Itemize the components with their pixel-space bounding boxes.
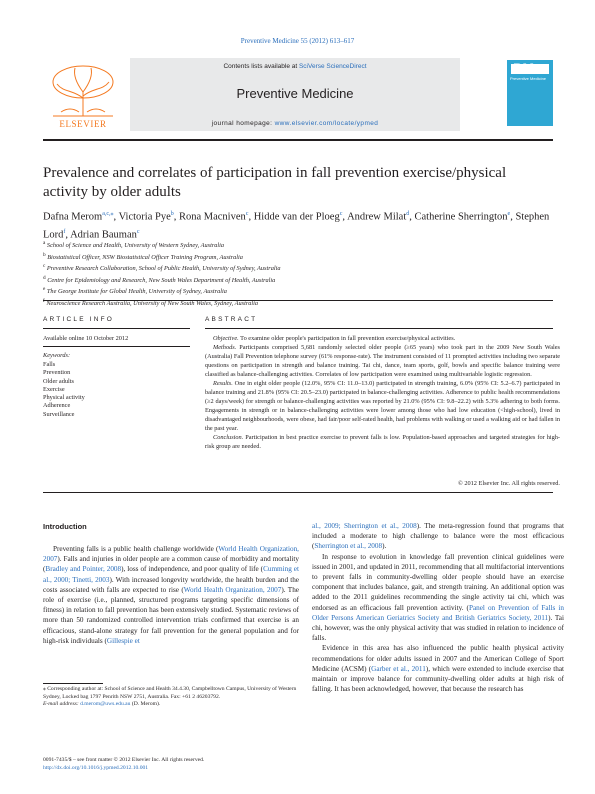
methods-label: Methods. xyxy=(213,344,237,351)
citation-link[interactable]: World Health Organization, 2007 xyxy=(183,585,282,594)
abstract-rule xyxy=(205,328,553,329)
email-suffix: (D. Merom). xyxy=(130,701,161,707)
publisher-name: ELSEVIER xyxy=(59,119,107,129)
author-affiliation-marker[interactable]: d xyxy=(406,211,410,217)
author-name: Rona Macniven xyxy=(178,211,246,223)
objective-text: To examine older people's participation in fall prevention exercise/physical activities. xyxy=(238,335,456,342)
contents-line xyxy=(130,63,460,70)
keyword: Surveillance xyxy=(43,410,75,418)
methods-text: Participants comprised 5,681 randomly selected older people (≥65 years) who took part in the 2009 New South Wales (Australia) Fall Prevention telephone survey (61% response-rate). The instrument consisted of 11 prompted activities including two separate questions on participation in strength and balance training. Tai chi, dance, team sports, golf, bowls and specific balance training were classified as balance-challenging activities. Correlates of low participation were examined using multivariable logistic regression. xyxy=(205,344,560,378)
author-affiliation-marker[interactable]: e xyxy=(507,211,511,217)
affiliation-text: Centre for Epidemiology and Research, New South Wales Department of Health, Australia xyxy=(45,276,276,284)
cover-letters: PM xyxy=(513,60,534,76)
body-paragraph xyxy=(312,521,564,552)
affiliation-item xyxy=(43,251,543,263)
affiliation-text: Preventive Research Collaboration, School of Public Health, University of Sydney, Australia xyxy=(45,265,281,273)
email-note xyxy=(43,701,303,709)
citation-link[interactable]: Cumming et al., 2000; Tinetti, 2003 xyxy=(43,565,299,584)
author-affiliation-marker[interactable]: c xyxy=(136,228,140,235)
paragraph-text: ), which were extended to include exercise that maintain or improve balance for community-dwelling older adults at high risk of falling. It has been acknowledged, however, that because the research has xyxy=(312,664,565,694)
author-list: Dafna Merom$^{a,c,⁎}$, Victoria Pye$^b$, Rona Macniven$^c$, Hidde van der Ploeg$^c$, Andrew Milat$^d$, Catherine Sherrington$^e$, Stephen Lord$^f$, Adrian Bauman$^c$ xyxy=(43,211,550,240)
affiliation-text: Biostatistical Officer, NSW Biostatistical Officer Training Program, Australia xyxy=(45,253,243,261)
article-title: Prevalence and correlates of participation in fall prevention exercise/physical activity by older adults xyxy=(43,165,507,200)
keyword: Exercise xyxy=(43,385,65,393)
author-name: Catherine Sherrington xyxy=(414,211,508,223)
abstract-objective xyxy=(205,334,560,343)
affiliation-marker: b xyxy=(43,251,46,258)
paragraph-text: ). xyxy=(382,542,387,551)
body-paragraph xyxy=(43,544,299,646)
doi-link[interactable]: http://dx.doi.org/10.1016/j.ypmed.2012.10.001 xyxy=(43,765,149,771)
conclusion-text: Participation in best practice exercise to prevent falls is low. Population-based approaches and targeted strategies for high-risk group are needed. xyxy=(205,434,560,450)
journal-title: Preventive Medicine xyxy=(236,86,354,101)
author-affiliation-marker[interactable]: a,c,⁎ xyxy=(102,211,114,217)
affiliations xyxy=(43,239,543,309)
footnotes xyxy=(43,686,303,709)
affiliation-marker: f xyxy=(43,297,45,304)
paragraph-text: ). The meta-regression found that programs that included a moderate to high challenge to balance were the most efficacious ( xyxy=(312,522,564,551)
paragraph-text: Preventing falls is a public health challenge worldwide ( xyxy=(53,545,219,553)
abstract-bottom-rule xyxy=(43,492,553,493)
author-name: Dafna Merom xyxy=(43,211,103,223)
abstract-body xyxy=(205,334,560,451)
results-text: One in eight older people (12.0%, 95% CI: 11.0–13.0) participated in strength training, 6.0% (95% CI: 5.2–6.7) participated in balance training and 21.8% (95% CI: 20.5–23.0) participated in balance-challenging activities. Adherence to public health recommendations (≥2 days/week) for strength or balance-challenging activities was reported by 21.0% (95% CI: 9.8–22.2) with 5.3% adhering to both forms. Engagements in strength or in balance-challenging activities were lower among those who had low education (<high-school), lived in disadvantaged neighbourhoods, were obese, had fair/poor self-rated health, had problems with walking or used a walking aid or had fallen in the past year. xyxy=(205,380,560,432)
affiliation-item xyxy=(43,285,543,297)
homepage-link[interactable]: www.elsevier.com/locate/ypmed xyxy=(274,120,379,127)
keyword-list xyxy=(43,361,85,419)
paragraph-text: ). Tai chi, however, was the only physical activity that was studied in relation to incidence of falls. xyxy=(312,613,564,643)
author-affiliation-marker[interactable]: c xyxy=(339,211,343,217)
affiliation-item xyxy=(43,274,543,286)
available-online: Available online 10 October 2012 xyxy=(43,335,129,342)
body-paragraph xyxy=(312,643,564,694)
paragraph-text: Evidence in this area has also influenced the public health physical activity recommendations for older adults issued in 2007 and the American College of Sport Medicine (ACSM) ( xyxy=(312,644,564,673)
keyword: Prevention xyxy=(43,369,71,377)
article-info-heading: ARTICLE INFO xyxy=(43,316,115,323)
affiliation-marker: d xyxy=(43,274,46,281)
article-info-rule xyxy=(43,328,190,329)
cover-caption: Preventive Medicine xyxy=(510,76,547,81)
affiliation-text: School of Science and Health, University of Western Sydney, Australia xyxy=(45,242,225,250)
citation-link[interactable]: Bradley and Pointer, 2008 xyxy=(45,565,122,574)
author-affiliation-marker[interactable]: b xyxy=(170,211,174,217)
journal-reference[interactable]: Preventive Medicine 55 (2012) 613–617 xyxy=(240,37,355,45)
affiliation-marker: e xyxy=(43,286,46,293)
author-name: Stephen Lord xyxy=(43,211,550,240)
corresponding-author-note: ⁎ Corresponding author at: School of Science and Health 34.4.30, Campbelltown Campus, University of Western Sydney, Locked bag 1797 Penrith NSW 2751, Australia. Fax: +61 2 46203792. xyxy=(43,686,297,700)
citation-link[interactable]: Panel on Prevention of Falls in Older Persons American Geriatrics Society and British Geriatrics Society, 2011 xyxy=(312,603,564,622)
abstract-conclusion xyxy=(205,433,560,451)
citation-link[interactable]: al., 2009; Sherrington et al., 2008 xyxy=(312,522,417,530)
author-affiliation-marker[interactable]: c xyxy=(245,211,249,217)
affiliation-item xyxy=(43,262,543,274)
author-name: Adrian Bauman xyxy=(70,229,137,240)
contents-prefix: Contents lists available at xyxy=(223,63,299,70)
copyright: © 2012 Elsevier Inc. All rights reserved. xyxy=(457,480,560,487)
footnote-rule xyxy=(43,683,103,684)
author-name: Andrew Milat xyxy=(347,211,407,223)
keywords-label: Keywords: xyxy=(43,352,71,359)
affiliation-marker: a xyxy=(43,240,46,246)
affiliation-marker: c xyxy=(43,263,46,270)
affiliation-text: Neuroscience Research Australia, University of New South Wales, Sydney, Australia xyxy=(44,300,259,308)
author-name: Victoria Pye xyxy=(118,211,171,223)
author-name: Hidde van der Ploeg xyxy=(253,211,340,223)
paragraph-text: ). With increased longevity worldwide, the health burden and the costs associated with falls are expected to rise ( xyxy=(43,575,299,594)
homepage-prefix: journal homepage: xyxy=(211,120,275,127)
citation-link[interactable]: Garber et al., 2011 xyxy=(371,664,426,673)
introduction-heading: Introduction xyxy=(43,522,87,531)
right-column-text xyxy=(312,521,564,694)
email-label: E-mail address: xyxy=(43,701,79,707)
homepage-line xyxy=(130,120,460,127)
footer-identifiers xyxy=(43,756,303,772)
paragraph-text: ), loss of independence, and poor quality of life ( xyxy=(121,565,264,574)
paragraph-text: ). Falls and injuries in older people are a common cause of morbidity and mortality ( xyxy=(43,555,299,574)
abstract-methods xyxy=(205,343,560,379)
affiliation-text: The George Institute for Global Health, University of Sydney, Australia xyxy=(45,288,227,296)
results-label: Results. xyxy=(213,380,233,387)
citation-link[interactable]: Sherrington et al., 2008 xyxy=(314,542,383,551)
sciencedirect-link[interactable]: SciVerse ScienceDirect xyxy=(298,63,367,70)
email-link[interactable]: d.merom@uws.edu.au xyxy=(80,701,131,707)
affiliation-rule xyxy=(43,300,553,301)
keyword: Falls xyxy=(43,361,56,368)
header-rule xyxy=(43,139,553,141)
journal-cover-image xyxy=(507,60,553,126)
keyword: Physical activity xyxy=(43,394,85,402)
body-paragraph xyxy=(312,552,564,644)
author-affiliation-marker[interactable]: f xyxy=(63,228,66,235)
left-column-text xyxy=(43,544,299,646)
affiliation-item xyxy=(43,297,543,309)
paragraph-text: ). The role of exercise (i.e., planned, structured programs targeting specific dimensions of fitness) in relation to fall prevention has been extensively studied. Systematic reviews of more than 50 randomized controlled intervention trials confirmed that exercise is an efficacious, stand-alone strategy for fall prevention for the general population and for high-risk individuals ( xyxy=(43,585,299,645)
keywords-rule xyxy=(43,346,190,347)
conclusion-label: Conclusion. xyxy=(213,434,244,441)
issn-line: 0091-7435/$ – see front matter © 2012 Elsevier Inc. All rights reserved. xyxy=(43,757,205,763)
abstract-heading: ABSTRACT xyxy=(205,316,258,323)
affiliation-item xyxy=(43,239,543,251)
citation-link[interactable]: World Health Organization, 2007 xyxy=(43,545,299,564)
paragraph-text: In response to evolution in knowledge fall prevention clinical guidelines were issued in 2001, and updated in 2011, recommending that all multifactorial interventions to prevent falls in community-dwelling older people should have an exercise component that includes balance, gait, and strength training. An additional option was added to the 2011 guidelines recommending the single activity tai chi, which was endorsed as an efficacious fall prevention activity. ( xyxy=(312,552,564,612)
citation-link[interactable]: Gillespie et xyxy=(106,636,140,645)
keyword: Older adults xyxy=(43,377,74,385)
abstract-results xyxy=(205,379,560,433)
keyword: Adherence xyxy=(43,402,71,410)
objective-label: Objective. xyxy=(213,335,239,342)
